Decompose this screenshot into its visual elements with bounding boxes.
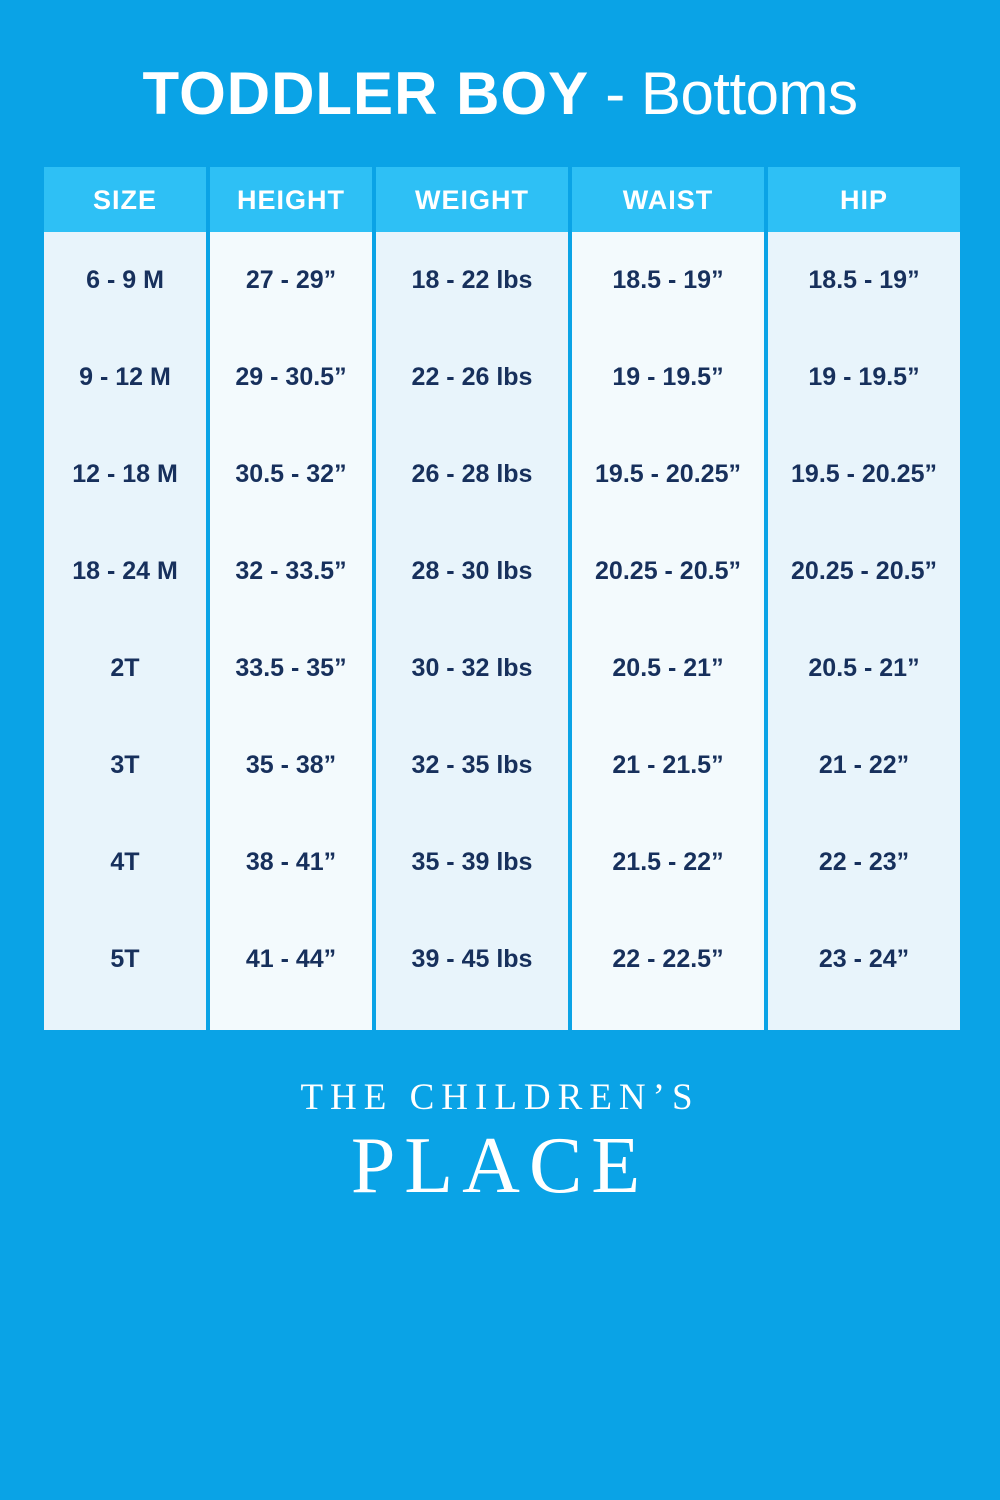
cell-weight: 35 - 39 lbs [374, 814, 570, 911]
cell-size: 18 - 24 M [42, 523, 208, 620]
cell-height: 30.5 - 32” [208, 426, 374, 523]
cell-waist: 19 - 19.5” [570, 329, 766, 426]
cell-size: 6 - 9 M [42, 232, 208, 329]
page-title [143, 62, 858, 125]
table-row [42, 814, 962, 911]
table-row [42, 523, 962, 620]
table-row [42, 426, 962, 523]
cell-height: 29 - 30.5” [208, 329, 374, 426]
cell-hip: 19.5 - 20.25” [766, 426, 962, 523]
table-row [42, 329, 962, 426]
cell-weight: 26 - 28 lbs [374, 426, 570, 523]
cell-weight: 39 - 45 lbs [374, 911, 570, 1008]
cell-size: 3T [42, 717, 208, 814]
column-header-height: HEIGHT [208, 167, 374, 232]
table-row [42, 717, 962, 814]
cell-size: 4T [42, 814, 208, 911]
cell-hip: 22 - 23” [766, 814, 962, 911]
cell-waist: 18.5 - 19” [570, 232, 766, 329]
table-row [42, 232, 962, 329]
cell-height: 32 - 33.5” [208, 523, 374, 620]
cell-height: 33.5 - 35” [208, 620, 374, 717]
cell-hip: 23 - 24” [766, 911, 962, 1008]
cell-waist: 20.5 - 21” [570, 620, 766, 717]
cell-weight: 22 - 26 lbs [374, 329, 570, 426]
table-row [42, 911, 962, 1008]
cell-waist: 21.5 - 22” [570, 814, 766, 911]
cell-waist: 19.5 - 20.25” [570, 426, 766, 523]
cell-weight: 18 - 22 lbs [374, 232, 570, 329]
cell-size: 9 - 12 M [42, 329, 208, 426]
cell-weight: 32 - 35 lbs [374, 717, 570, 814]
cell-hip: 18.5 - 19” [766, 232, 962, 329]
cell-size: 2T [42, 620, 208, 717]
column-header-weight: WEIGHT [374, 167, 570, 232]
cell-weight: 28 - 30 lbs [374, 523, 570, 620]
size-table-container [40, 167, 960, 1030]
size-table [40, 167, 964, 1030]
cell-height: 38 - 41” [208, 814, 374, 911]
column-header-size: SIZE [42, 167, 208, 232]
page-title-separator: - [589, 60, 641, 127]
brand-logo-line1: THE CHILDREN’S [300, 1077, 700, 1118]
brand-logo [300, 1076, 700, 1211]
cell-height: 41 - 44” [208, 911, 374, 1008]
cell-height: 27 - 29” [208, 232, 374, 329]
table-row [42, 620, 962, 717]
cell-waist: 20.25 - 20.5” [570, 523, 766, 620]
column-header-hip: HIP [766, 167, 962, 232]
cell-waist: 22 - 22.5” [570, 911, 766, 1008]
page-title-secondary: Bottoms [640, 60, 858, 127]
cell-height: 35 - 38” [208, 717, 374, 814]
cell-hip: 20.25 - 20.5” [766, 523, 962, 620]
brand-logo-line2: PLACE [350, 1122, 650, 1211]
cell-weight: 30 - 32 lbs [374, 620, 570, 717]
cell-waist: 21 - 21.5” [570, 717, 766, 814]
table-bottom-spacer [42, 1008, 962, 1030]
cell-size: 5T [42, 911, 208, 1008]
cell-hip: 20.5 - 21” [766, 620, 962, 717]
column-header-waist: WAIST [570, 167, 766, 232]
cell-hip: 21 - 22” [766, 717, 962, 814]
page-title-primary: TODDLER BOY [142, 60, 590, 127]
cell-size: 12 - 18 M [42, 426, 208, 523]
cell-hip: 19 - 19.5” [766, 329, 962, 426]
table-header-row [42, 167, 962, 232]
